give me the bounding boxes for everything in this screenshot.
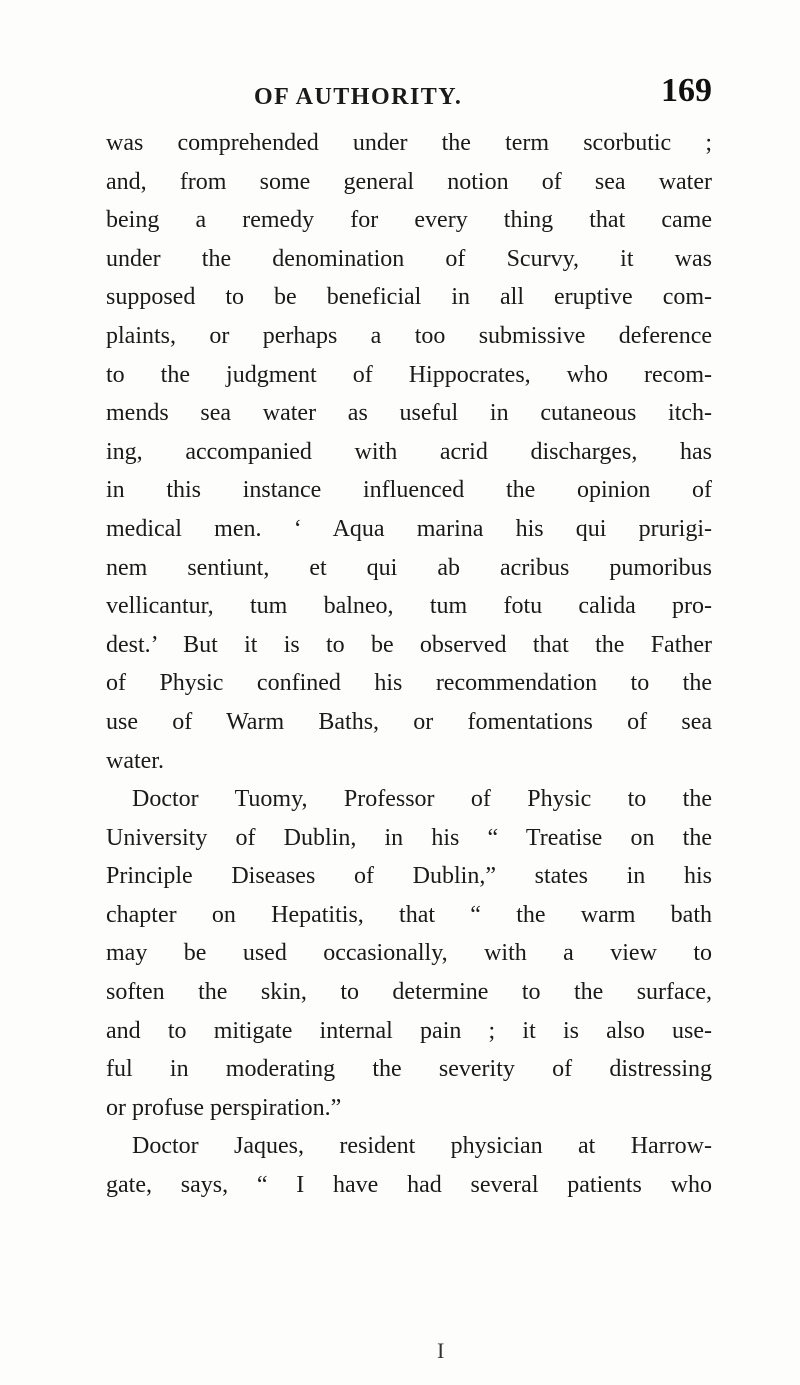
text-line: chapter on Hepatitis, that “ the warm bath <box>106 901 712 928</box>
running-head <box>100 70 712 120</box>
text-line: soften the skin, to determine to the surface, <box>106 979 712 1006</box>
text-line: or profuse perspiration.” <box>106 1094 342 1121</box>
text-line: and to mitigate internal pain ; it is also use- <box>106 1017 712 1044</box>
text-line: Doctor Tuomy, Professor of Physic to the <box>132 786 712 813</box>
text-line: under the denomination of Scurvy, it was <box>106 245 712 272</box>
text-line: Principle Diseases of Dublin,” states in his <box>106 863 712 890</box>
text-line: in this instance influenced the opinion of <box>106 477 712 504</box>
text-line: may be used occasionally, with a view to <box>106 940 712 967</box>
text-line: water. <box>106 747 164 774</box>
text-line: gate, says, “ I have had several patients who <box>106 1172 712 1199</box>
text-line: Doctor Jaques, resident physician at Harrow- <box>132 1133 712 1160</box>
text-line: and, from some general notion of sea water <box>106 168 712 195</box>
text-line: to the judgment of Hippocrates, who recom- <box>106 361 712 388</box>
catchword: I <box>437 1338 445 1363</box>
text-line: nem sentiunt, et qui ab acribus pumoribus <box>106 554 712 581</box>
text-line: medical men. ‘ Aqua marina his qui prurigi- <box>106 515 712 542</box>
text-line: plaints, or perhaps a too submissive deference <box>106 322 712 349</box>
page-number: 169 <box>661 72 712 109</box>
text-line: use of Warm Baths, or fomentations of sea <box>106 708 712 735</box>
body-text <box>106 124 712 1205</box>
running-title: OF AUTHORITY. <box>254 84 463 110</box>
text-line: vellicantur, tum balneo, tum fotu calida pro- <box>106 593 712 620</box>
text-line: dest.’ But it is to be observed that the Father <box>106 631 712 658</box>
text-line: supposed to be beneficial in all eruptive com- <box>106 284 712 311</box>
text-line: was comprehended under the term scorbutic ; <box>106 130 712 156</box>
text-line: ful in moderating the severity of distressing <box>106 1056 712 1083</box>
text-line: mends sea water as useful in cutaneous itch- <box>106 400 712 427</box>
text-line: ing, accompanied with acrid discharges, has <box>106 438 712 465</box>
text-line: of Physic confined his recommendation to the <box>106 670 712 697</box>
text-line: University of Dublin, in his “ Treatise on the <box>106 824 712 851</box>
text-line: being a remedy for every thing that came <box>106 207 712 234</box>
